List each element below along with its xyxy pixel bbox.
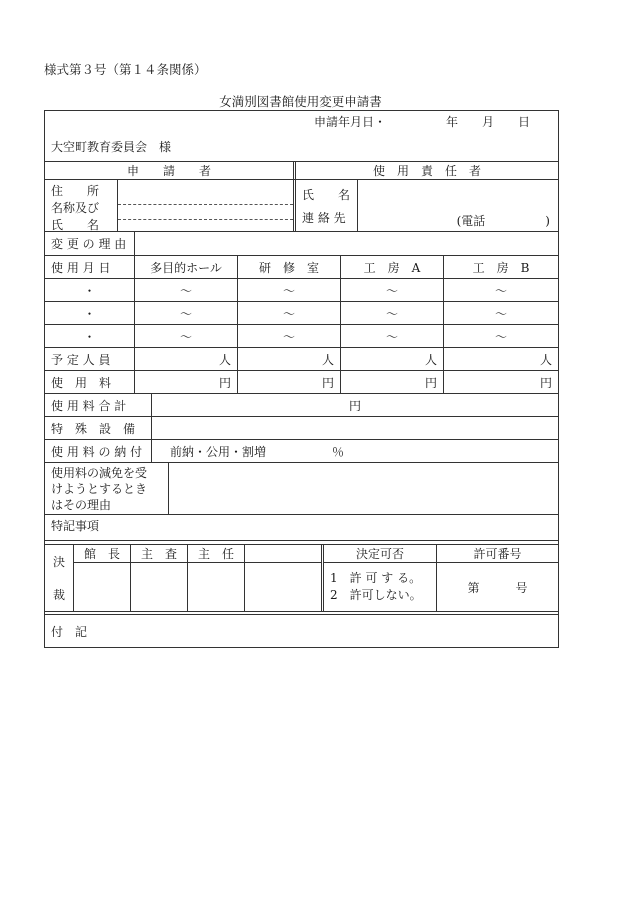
people-cell[interactable]: 人 [340, 348, 443, 370]
room-hall: 多目的ホール [134, 256, 237, 278]
schedule-cell[interactable]: ～ [237, 279, 340, 301]
people-cell[interactable]: 人 [134, 348, 237, 370]
applicant-labels [45, 180, 117, 231]
responsible-name-label: 氏 名 [302, 187, 351, 202]
approval-label [45, 545, 73, 611]
director-seal[interactable] [74, 563, 130, 611]
change-reason-label: 変 更 の 理 由 [51, 237, 127, 251]
permit-column [436, 545, 558, 611]
fee-payment-label: 使 用 料 の 納 付 [51, 444, 143, 459]
chief-seal[interactable] [131, 563, 187, 611]
schedule-date[interactable]: ・ [83, 306, 96, 321]
planned-people-label: 予 定 人 員 [51, 352, 111, 367]
schedule-header-row [45, 256, 558, 279]
applicant-name-field-1[interactable] [118, 205, 293, 220]
fee-reduction-line-3: はその理由 [51, 497, 112, 512]
special-equipment-input[interactable] [151, 417, 558, 439]
director-column [73, 545, 130, 611]
special-notes-row [45, 515, 558, 541]
footnote-row [45, 614, 558, 648]
schedule-cell[interactable]: ～ [237, 325, 340, 347]
phone-field: (電話 ) [456, 214, 550, 228]
change-reason-row [45, 232, 558, 256]
name-label-2: 氏 名 [51, 218, 100, 232]
address-label: 住 所 [51, 184, 100, 198]
schedule-row [45, 302, 558, 325]
officer-header: 主 任 [188, 545, 244, 563]
application-form [44, 110, 559, 648]
director-header: 館 長 [74, 545, 130, 563]
party-details-row [45, 180, 558, 232]
room-workshop-a: 工 房 A [340, 256, 443, 278]
schedule-row [45, 325, 558, 348]
fee-cell[interactable]: 円 [340, 371, 443, 393]
schedule-cell[interactable]: ～ [237, 302, 340, 324]
name-label-1: 名称及び [51, 201, 100, 215]
schedule-cell[interactable]: ～ [340, 325, 443, 347]
fee-payment-field[interactable] [151, 440, 558, 462]
application-date[interactable]: 申請年月日・ 年 月 日 [313, 115, 530, 129]
planned-people-row [45, 348, 558, 371]
fee-cell[interactable]: 円 [237, 371, 340, 393]
responsible-contact-label: 連 絡 先 [302, 210, 346, 225]
schedule-date[interactable]: ・ [83, 283, 96, 298]
responsible-header: 使 用 責 任 者 [293, 162, 558, 179]
approval-label-top: 決 [52, 555, 65, 569]
usage-fee-row [45, 371, 558, 394]
people-cell[interactable]: 人 [443, 348, 558, 370]
decision-header: 決定可否 [324, 545, 436, 563]
schedule-cell[interactable]: ～ [443, 325, 558, 347]
fee-total-row [45, 394, 558, 417]
fee-reduction-label [45, 463, 168, 514]
chief-header: 主 査 [131, 545, 187, 563]
decision-deny[interactable]: 2 許可しない。 [330, 588, 422, 602]
schedule-cell[interactable]: ～ [340, 302, 443, 324]
fee-payment-options: 前納・公用・割増 [170, 444, 267, 459]
decision-permit[interactable]: 1 許 可 す る。 [330, 571, 422, 585]
fee-cell[interactable]: 円 [443, 371, 558, 393]
fee-cell[interactable]: 円 [134, 371, 237, 393]
applicant-inputs [117, 180, 293, 231]
responsible-inputs[interactable] [357, 180, 558, 231]
fee-reduction-line-1: 使用料の減免を受 [51, 465, 148, 480]
approval-block [45, 544, 558, 612]
responsible-labels [293, 180, 357, 231]
party-header-row [45, 162, 558, 180]
change-reason-input[interactable] [134, 232, 558, 255]
permit-header: 許可番号 [437, 545, 558, 563]
schedule-cell[interactable]: ～ [134, 279, 237, 301]
addressee-row [45, 132, 558, 162]
permit-number[interactable]: 第 号 [467, 580, 528, 595]
schedule-row [45, 279, 558, 302]
people-cell[interactable]: 人 [237, 348, 340, 370]
schedule-cell[interactable]: ～ [134, 325, 237, 347]
fee-total-value[interactable]: 円 [151, 394, 558, 416]
special-notes[interactable]: 特記事項 [51, 519, 100, 533]
usage-fee-label: 使 用 料 [51, 375, 112, 390]
fee-reduction-line-2: けようとするとき [51, 481, 148, 496]
addressee: 大空町教育委員会 様 [51, 140, 172, 154]
schedule-cell[interactable]: ～ [340, 279, 443, 301]
schedule-cell[interactable]: ～ [134, 302, 237, 324]
blank-seal[interactable] [245, 563, 321, 611]
date-row [45, 111, 558, 132]
footnote[interactable]: 付 記 [51, 624, 88, 639]
applicant-address-field[interactable] [118, 180, 293, 205]
approval-label-bottom: 裁 [52, 588, 65, 602]
chief-column [130, 545, 187, 611]
fee-reduction-input[interactable] [168, 463, 558, 514]
applicant-header: 申 請 者 [126, 164, 211, 178]
decision-options[interactable] [324, 563, 436, 611]
fee-total-label: 使 用 料 合 計 [51, 398, 127, 413]
officer-column [187, 545, 244, 611]
applicant-name-field-2[interactable] [118, 220, 293, 231]
schedule-date[interactable]: ・ [83, 329, 96, 344]
schedule-date-label: 使 用 月 日 [51, 260, 111, 275]
special-equipment-row [45, 417, 558, 440]
blank-column [244, 545, 321, 611]
fee-payment-row [45, 440, 558, 463]
document-title: 女満別図書館使用変更申請書 [219, 94, 382, 109]
room-training: 研 修 室 [237, 256, 340, 278]
fee-payment-percent: ％ [332, 444, 345, 459]
form-label: 様式第３号（第１４条関係） [44, 62, 207, 77]
special-equipment-label: 特 殊 設 備 [51, 421, 136, 436]
room-workshop-b: 工 房 B [443, 256, 558, 278]
blank-header [245, 545, 321, 563]
decision-column [321, 545, 436, 611]
schedule-cell[interactable]: ～ [443, 302, 558, 324]
fee-reduction-row [45, 463, 558, 515]
schedule-cell[interactable]: ～ [443, 279, 558, 301]
officer-seal[interactable] [188, 563, 244, 611]
